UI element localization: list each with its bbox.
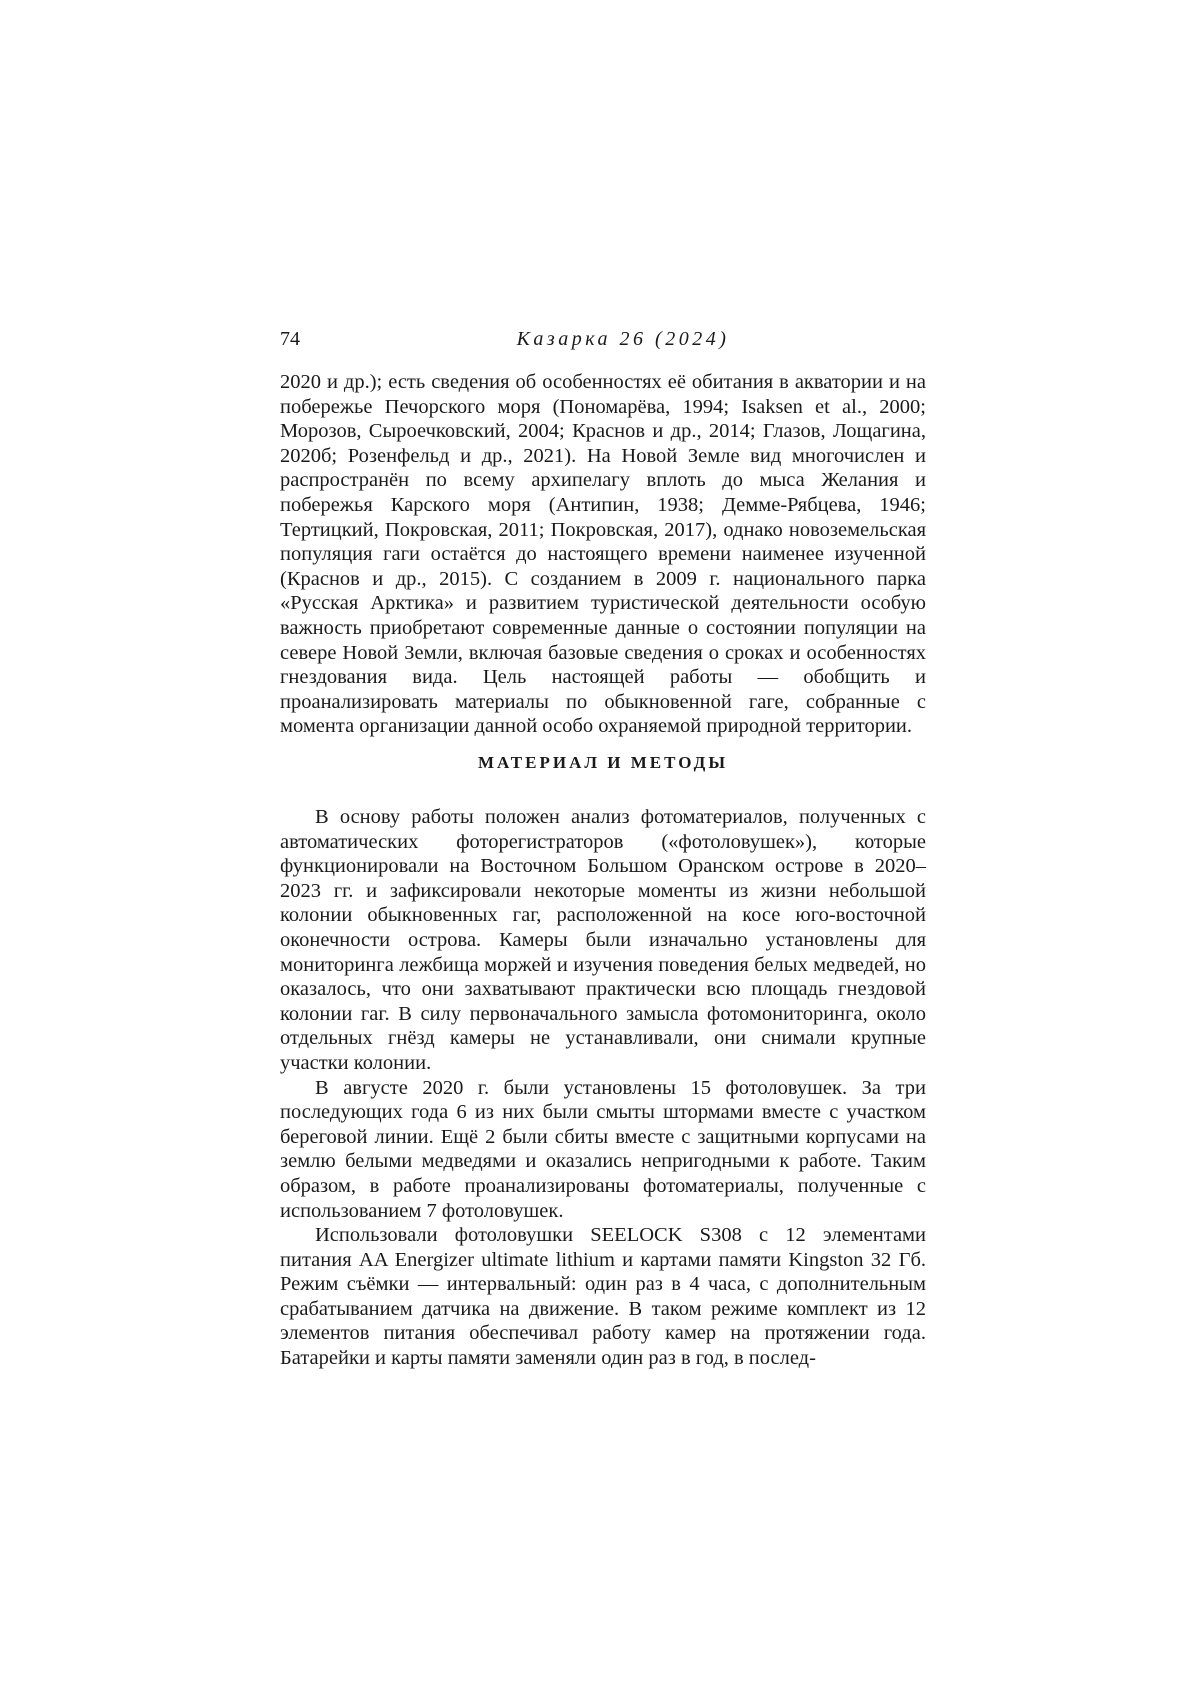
section-heading: МАТЕРИАЛ И МЕТОДЫ bbox=[477, 753, 729, 772]
page-header bbox=[280, 322, 926, 356]
methods-paragraph-2: В августе 2020 г. были установлены 15 фотоловушек. За три последующих года 6 из них были смыты штормами вместе с участком береговой линии. Ещё 2 были сбиты вместе с защитными корпусами на землю белыми медведями и оказались непригодными к работе. Таким образом, в работе проанализированы фотоматериалы, полученные с использованием 7 фотоловушек. bbox=[280, 1076, 926, 1222]
running-title: Казарка 26 (2024) bbox=[516, 328, 730, 350]
methods-section bbox=[280, 805, 926, 1371]
intro-section bbox=[280, 370, 926, 739]
methods-paragraph-1: В основу работы положен анализ фотоматериалов, полученных с автоматических фоторегистраторов («фотоловушек»), которые функционировали на Восточном Большом Оранском острове в 2020–2023 гг. и зафиксировали некоторые моменты из жизни небольшой колонии обыкновенных гаг, расположенной на косе юго-восточной оконечности острова. Камеры были изначально установлены для мониторинга лежбища моржей и изучения поведения белых медведей, но оказалось, что они захватывают практически всю площадь гнездовой колонии гаг. В силу первоначального замысла фотомониторинга, около отдельных гнёзд камеры не устанавливали, они снимали крупные участки колонии. bbox=[280, 806, 926, 1074]
methods-paragraph-3: Использовали фотоловушки SEELOCK S308 с 12 элементами питания AA Energizer ultimate lithium и картами памяти Kingston 32 Гб. Режим съёмки — интервальный: один раз в 4 часа, с дополнительным срабатыванием датчика на движение. В таком режиме комплект из 12 элементов питания обеспечивал работу камер на протяжении года. Батарейки и карты памяти заменяли один раз в год, в послед- bbox=[280, 1224, 926, 1370]
page-number: 74 bbox=[280, 328, 300, 350]
intro-paragraph: 2020 и др.); есть сведения об особенностях её обитания в акватории и на побережье Печорского моря (Пономарёва, 1994; Isaksen et al., 2000; Морозов, Сыроечковский, 2004; Краснов и др., 2014; Глазов, Лощагина, 2020б; Розенфельд и др., 2021). На Новой Земле вид многочислен и распространён по всему архипелагу вплоть до мыса Желания и побережья Карского моря (Антипин, 1938; Демме-Рябцева, 1946; Тертицкий, Покровская, 2011; Покровская, 2017), однако новоземельская популяция гаги остаётся до настоящего времени наименее изученной (Краснов и др., 2015). С созданием в 2009 г. национального парка «Русская Арктика» и развитием туристической деятельности особую важность приобретают современные данные о состоянии популяции на севере Новой Земли, включая базовые сведения о сроках и особенностях гнездования вида. Цель настоящей работы — обобщить и проанализировать материалы по обыкновенной гаге, собранные с момента организации данной особо охраняемой природной территории. bbox=[280, 371, 926, 738]
